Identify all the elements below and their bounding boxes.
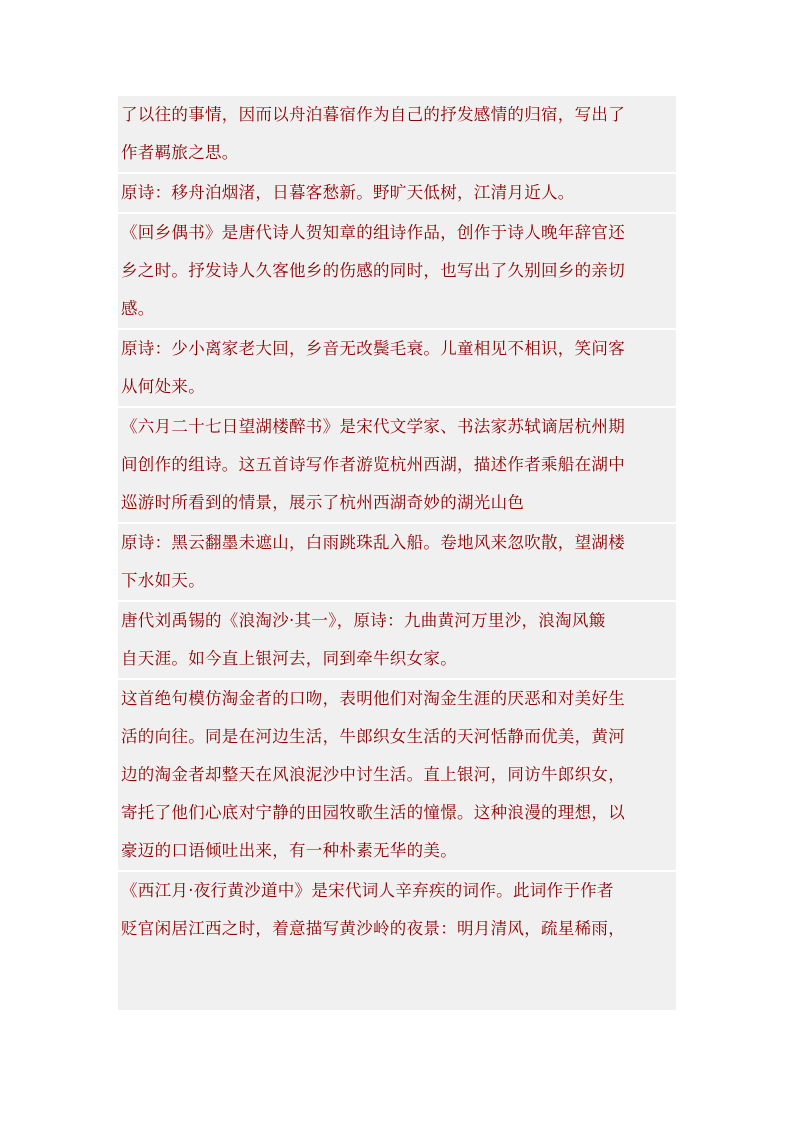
text-line: 从何处来。 [121, 377, 205, 396]
paragraph [121, 524, 673, 600]
text-line: 《西江月·夜行黄沙道中》是宋代词人辛弃疾的词作。此词作于作者 [121, 881, 614, 900]
text-line: 原诗：少小离家老大回，乡音无改鬓毛衰。儿童相见不相识，笑问客 [121, 339, 625, 358]
text-line: 作者羁旅之思。 [121, 143, 239, 162]
text-line: 唐代刘禹锡的《浪淘沙·其一》，原诗：九曲黄河万里沙，浪淘风簸 [121, 611, 606, 630]
text-line: 乡之时。抒发诗人久客他乡的伤感的同时，也写出了久别回乡的亲切 [121, 261, 625, 280]
text-line: 间创作的组诗。这五首诗写作者游览杭州西湖，描述作者乘船在湖中 [121, 455, 625, 474]
paragraph [121, 872, 673, 948]
paragraph [121, 680, 673, 870]
text-line: 感。 [121, 299, 155, 318]
paragraph [121, 96, 673, 172]
text-line: 自天涯。如今直上银河去，同到牵牛织女家。 [121, 649, 457, 668]
text-line: 《六月二十七日望湖楼醉书》是宋代文学家、书法家苏轼谪居杭州期 [121, 417, 625, 436]
text-line: 寄托了他们心底对宁静的田园牧歌生活的憧憬。这种浪漫的理想，以 [121, 803, 625, 822]
text-line: 贬官闲居江西之时，着意描写黄沙岭的夜景：明月清风，疏星稀雨， [121, 919, 625, 938]
paragraph [121, 408, 673, 522]
text-line: 原诗：黑云翻墨未遮山，白雨跳珠乱入船。卷地风来忽吹散，望湖楼 [121, 533, 625, 552]
text-line: 巡游时所看到的情景，展示了杭州西湖奇妙的湖光山色 [121, 493, 525, 512]
paragraph [121, 330, 673, 406]
text-line: 这首绝句模仿淘金者的口吻，表明他们对淘金生涯的厌恶和对美好生 [121, 689, 625, 708]
paragraph [121, 174, 673, 212]
text-line: 活的向往。同是在河边生活，牛郎织女生活的天河恬静而优美，黄河 [121, 727, 625, 746]
text-line: 了以往的事情，因而以舟泊暮宿作为自己的抒发感情的归宿，写出了 [121, 105, 625, 124]
text-line: 下水如天。 [121, 571, 205, 590]
paragraph [121, 214, 673, 328]
text-line: 《回乡偶书》是唐代诗人贺知章的组诗作品，创作于诗人晚年辞官还 [121, 223, 625, 242]
text-line: 边的淘金者却整天在风浪泥沙中讨生活。直上银河，同访牛郎织女， [121, 765, 625, 784]
document-body [118, 96, 676, 1010]
text-line: 原诗：移舟泊烟渚，日暮客愁新。野旷天低树，江清月近人。 [121, 183, 575, 202]
paragraph [121, 602, 673, 678]
text-line: 豪迈的口语倾吐出来，有一种朴素无华的美。 [121, 841, 457, 860]
